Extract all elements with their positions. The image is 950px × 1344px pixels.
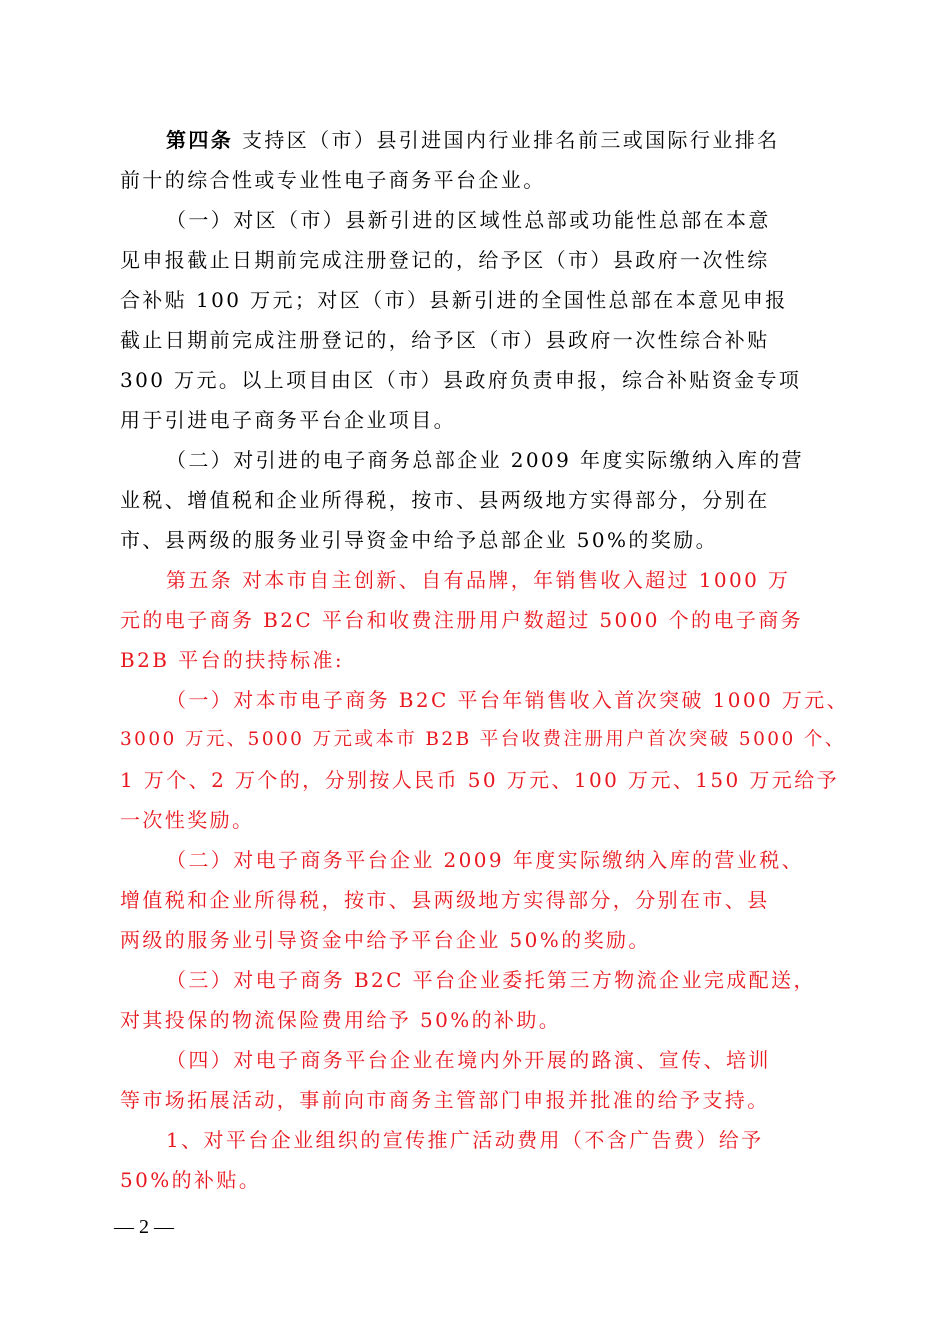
paragraph-line: 对其投保的物流保险费用给予 50%的补助。: [120, 1008, 562, 1032]
paragraph-line: （二）对电子商务平台企业 2009 年度实际缴纳入库的营业税、: [166, 848, 805, 872]
paragraph-line: 元的电子商务 B2C 平台和收费注册用户数超过 5000 个的电子商务: [120, 608, 804, 632]
paragraph-line: 合补贴 100 万元；对区（市）县新引进的全国性总部在本意见申报: [120, 288, 788, 312]
article5-heading: 第五条: [166, 568, 234, 592]
paragraph-line: 1、对平台企业组织的宣传推广活动费用（不含广告费）给予: [166, 1128, 764, 1152]
paragraph-line: 前十的综合性或专业性电子商务平台企业。: [120, 168, 546, 192]
paragraph-line: 一次性奖励。: [120, 808, 255, 832]
paragraph-line: 对本市自主创新、自有品牌，年销售收入超过 1000 万: [233, 568, 791, 592]
paragraph-line: 300 万元。以上项目由区（市）县政府负责申报，综合补贴资金专项: [120, 368, 802, 392]
paragraph-line: 等市场拓展活动，事前向市商务主管部门申报并批准的给予支持。: [120, 1088, 770, 1112]
paragraph-line: 业税、增值税和企业所得税，按市、县两级地方实得部分，分别在: [120, 488, 770, 512]
paragraph-line: 用于引进电子商务平台企业项目。: [120, 408, 456, 432]
paragraph-line: 两级的服务业引导资金中给予平台企业 50%的奖励。: [120, 928, 651, 952]
paragraph-line: （一）对本市电子商务 B2C 平台年销售收入首次突破 1000 万元、: [166, 688, 850, 712]
paragraph-line: 增值税和企业所得税，按市、县两级地方实得部分，分别在市、县: [120, 888, 770, 912]
paragraph-line: （一）对区（市）县新引进的区域性总部或功能性总部在本意: [166, 208, 771, 232]
paragraph-line: 截止日期前完成注册登记的，给予区（市）县政府一次性综合补贴: [120, 328, 770, 352]
paragraph-line: B2B 平台的扶持标准:: [120, 648, 345, 672]
paragraph-line: （四）对电子商务平台企业在境内外开展的路演、宣传、培训: [166, 1048, 771, 1072]
paragraph-line: 3000 万元、5000 万元或本市 B2B 平台收费注册用户首次突破 5000 个、: [120, 729, 846, 750]
paragraph-line: 市、县两级的服务业引导资金中给予总部企业 50%的奖励。: [120, 528, 719, 552]
paragraph-line: 50%的补贴。: [120, 1168, 262, 1192]
paragraph-line: 1 万个、2 万个的，分别按人民币 50 万元、100 万元、150 万元给予: [120, 768, 839, 792]
article4-heading: 第四条: [166, 128, 234, 152]
paragraph-line: （二）对引进的电子商务总部企业 2009 年度实际缴纳入库的营: [166, 448, 805, 472]
paragraph-line: （三）对电子商务 B2C 平台企业委托第三方物流企业完成配送，: [166, 968, 816, 992]
paragraph-line: 见申报截止日期前完成注册登记的，给予区（市）县政府一次性综: [120, 248, 770, 272]
article5-first-line: [166, 567, 790, 593]
paragraph-line: 支持区（市）县引进国内行业排名前三或国际行业排名: [233, 128, 780, 152]
page-number: — 2 —: [114, 1216, 174, 1238]
article4-first-line: [166, 127, 780, 153]
